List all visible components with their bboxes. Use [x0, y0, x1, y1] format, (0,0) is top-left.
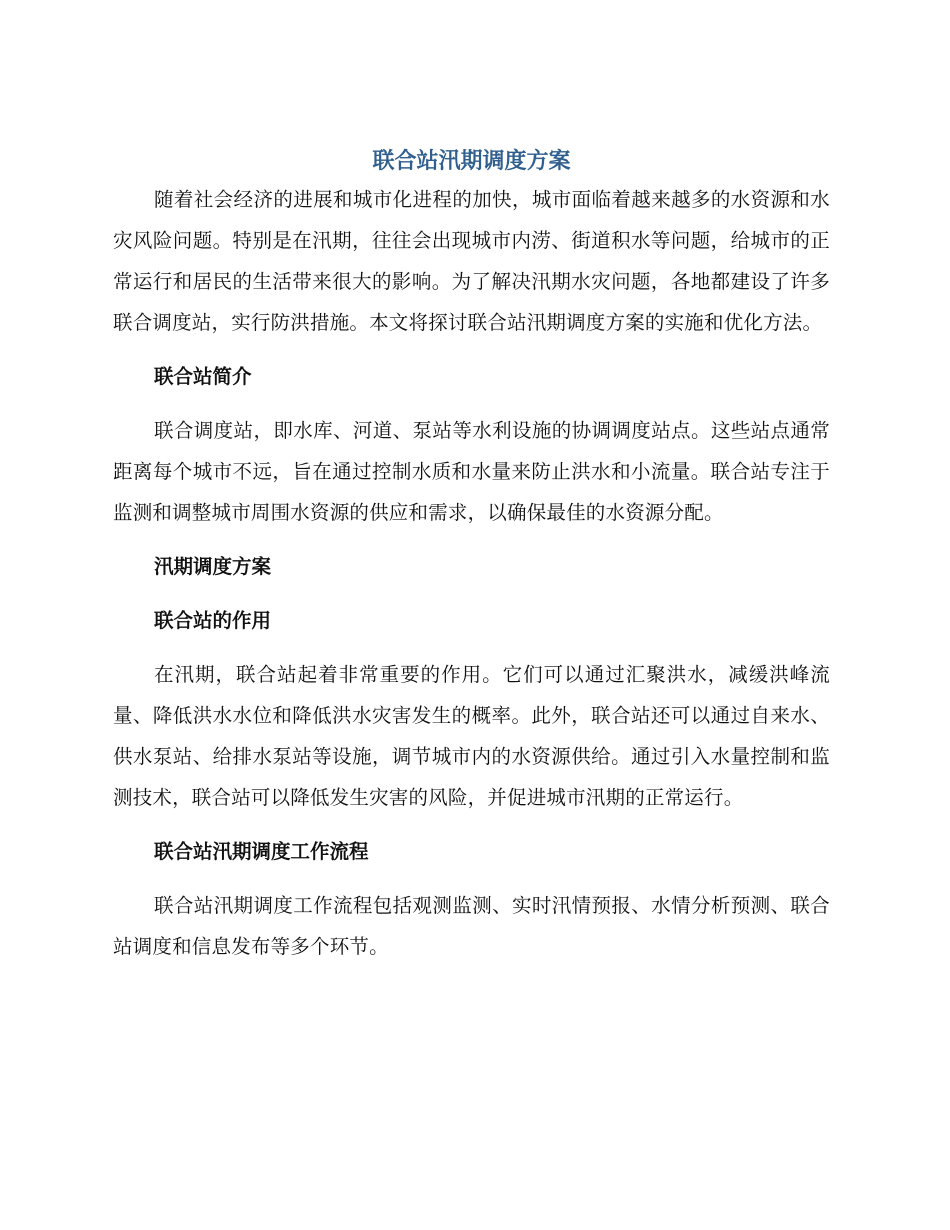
section-heading-flood-plan: 汛期调度方案: [154, 555, 272, 578]
document-page: [113, 147, 830, 967]
workflow-paragraph: 联合站汛期调度工作流程包括观测监测、实时汛情预报、水情分析预测、联合站调度和信息发布等多个环节。: [113, 894, 830, 958]
section-heading-station-role: 联合站的作用: [154, 609, 272, 632]
document-title: 联合站汛期调度方案: [372, 149, 571, 174]
intro-paragraph: 随着社会经济的进展和城市化进程的加快，城市面临着越来越多的水资源和水灾风险问题。特别是在汛期，往往会出现城市内涝、街道积水等问题，给城市的正常运行和居民的生活带来很大的影响。为了解决汛期水灾问题，各地都建设了许多联合调度站，实行防洪措施。本文将探讨联合站汛期调度方案的实施和优化方法。: [113, 188, 830, 334]
station-role-paragraph: 在汛期，联合站起着非常重要的作用。它们可以通过汇聚洪水，减缓洪峰流量、降低洪水水位和降低洪水灾害发生的概率。此外，联合站还可以通过自来水、供水泵站、给排水泵站等设施，调节城市内的水资源供给。通过引入水量控制和监测技术，联合站可以降低发生灾害的风险，并促进城市汛期的正常运行。: [113, 663, 830, 809]
section-heading-workflow: 联合站汛期调度工作流程: [154, 840, 369, 863]
station-intro-paragraph: 联合调度站，即水库、河道、泵站等水利设施的协调调度站点。这些站点通常距离每个城市不远，旨在通过控制水质和水量来防止洪水和小流量。联合站专注于监测和调整城市周围水资源的供应和需求，以确保最佳的水资源分配。: [113, 419, 830, 524]
section-heading-station-intro: 联合站简介: [154, 365, 252, 388]
